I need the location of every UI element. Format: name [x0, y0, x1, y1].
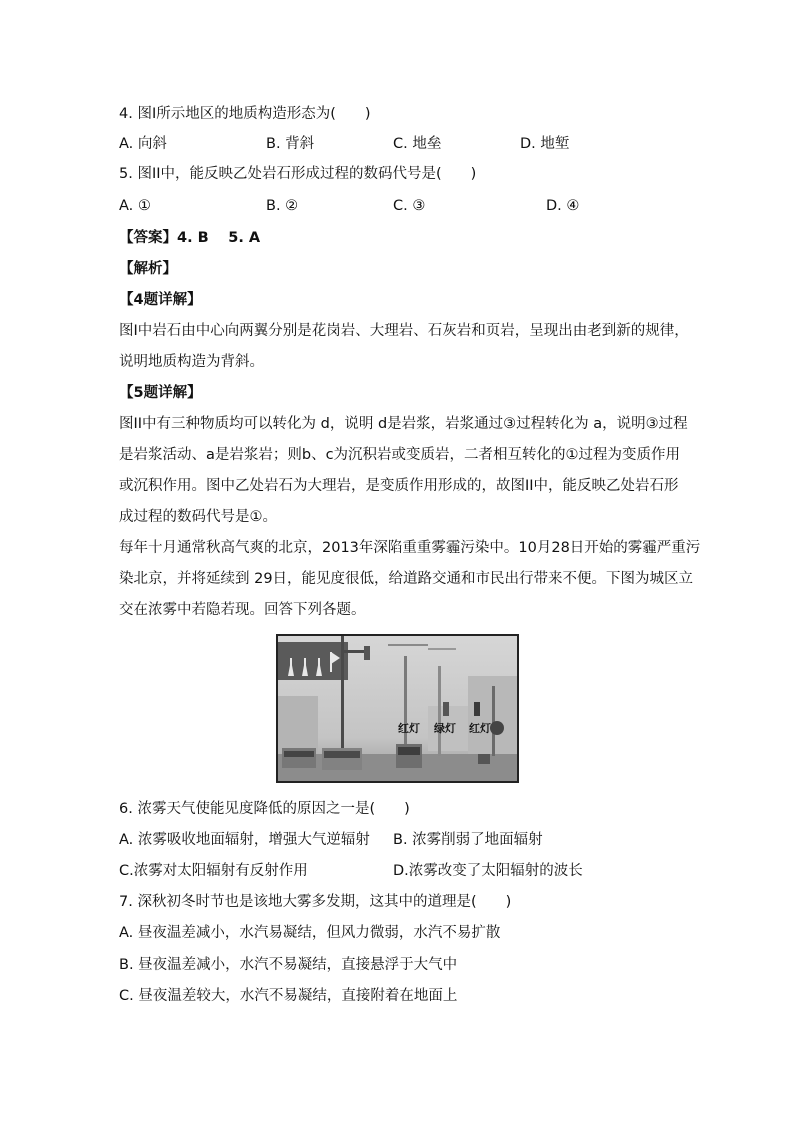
q4-option-b: B. 背斜 — [266, 136, 315, 152]
q5-detail-line: 是岩浆活动、a是岩浆岩；则b、c为沉积岩或变质岩，二者相互转化的①过程为变质作用 — [119, 447, 681, 463]
q5-option-b: B. ② — [266, 198, 299, 214]
passage-line: 交在浓雾中若隐若现。回答下列各题。 — [119, 602, 366, 618]
q4-detail-line: 图Ⅰ中岩石由中心向两翼分别是花岗岩、大理岩、石灰岩和页岩，呈现出由老到新的规律， — [119, 323, 689, 339]
q4-detail-line: 说明地质构造为背斜。 — [119, 354, 264, 370]
q5-option-a: A. ① — [119, 198, 151, 214]
photo-label-red-light-1: 红灯 — [398, 722, 420, 735]
photo-label-green-light: 绿灯 — [434, 722, 456, 735]
q4-detail-heading: 【4题详解】 — [119, 292, 202, 308]
q6-option-a: A. 浓雾吸收地面辐射，增强大气逆辐射 — [119, 832, 370, 848]
answer-line: 【答案】4. B 5. A — [119, 230, 261, 246]
q5-option-c: C. ③ — [393, 198, 426, 214]
q7-option-c: C. 昼夜温差较大，水汽不易凝结，直接附着在地面上 — [119, 988, 458, 1004]
passage-line: 染北京，并将延续到 29日，能见度很低，给道路交通和市民出行带来不便。下图为城区立 — [119, 571, 694, 587]
passage-line: 每年十月通常秋高气爽的北京，2013年深陷重重雾霾污染中。10月28日开始的雾霾严重污 — [119, 540, 701, 556]
q5-detail-line: 图II中有三种物质均可以转化为 d，说明 d是岩浆，岩浆通过③过程转化为 a，说明③过程 — [119, 416, 688, 432]
q4-option-a: A. 向斜 — [119, 136, 167, 152]
q4-option-c: C. 地垒 — [393, 136, 442, 152]
q5-detail-line: 成过程的数码代号是①。 — [119, 509, 277, 525]
q5-detail-line: 或沉积作用。图中乙处岩石为大理岩，是变质作用形成的，故图II中，能反映乙处岩石形 — [119, 478, 679, 494]
q7-option-a: A. 昼夜温差减小，水汽易凝结，但风力微弱，水汽不易扩散 — [119, 925, 501, 941]
q5-stem: 5. 图II中，能反映乙处岩石形成过程的数码代号是( ) — [119, 166, 477, 182]
q6-stem: 6. 浓雾天气使能见度降低的原因之一是( ) — [119, 801, 410, 817]
q5-option-d: D. ④ — [546, 198, 580, 214]
photo-label-red-light-2: 红灯 — [469, 722, 491, 735]
q6-option-d: D.浓雾改变了太阳辐射的波长 — [393, 863, 583, 879]
q4-stem: 4. 图Ⅰ所示地区的地质构造形态为( ) — [119, 106, 371, 122]
q6-option-b: B. 浓雾削弱了地面辐射 — [393, 832, 543, 848]
q7-stem: 7. 深秋初冬时节也是该地大雾多发期，这其中的道理是( ) — [119, 894, 512, 910]
q4-option-d: D. 地堑 — [520, 136, 570, 152]
q6-option-c: C.浓雾对太阳辐射有反射作用 — [119, 863, 308, 879]
foggy-intersection-photo — [276, 634, 519, 783]
q7-option-b: B. 昼夜温差减小，水汽不易凝结，直接悬浮于大气中 — [119, 957, 458, 973]
q5-detail-heading: 【5题详解】 — [119, 385, 202, 401]
analysis-heading: 【解析】 — [119, 261, 177, 277]
